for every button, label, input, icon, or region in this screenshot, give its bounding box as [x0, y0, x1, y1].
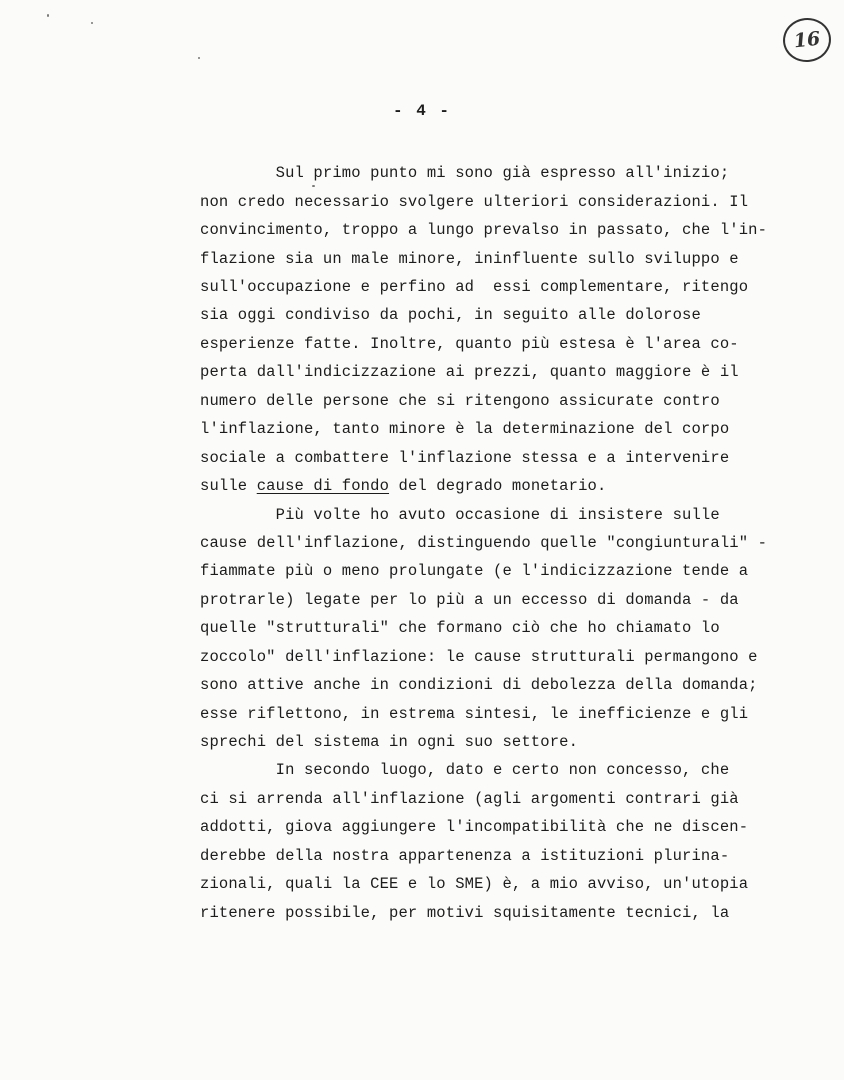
text-segment: sulle	[200, 477, 257, 495]
text-line: convincimento, troppo a lungo prevalso in passato, che l'in-	[200, 221, 768, 239]
text-line	[200, 476, 606, 496]
text-line: sull'occupazione e perfino ad essi complementare, ritengo	[200, 278, 749, 296]
text-line: ci si arrenda all'inflazione (agli argomenti contrari già	[200, 790, 739, 808]
text-line: quelle "strutturali" che formano ciò che ho chiamato lo	[200, 619, 720, 637]
text-line: perta dall'indicizzazione ai prezzi, quanto maggiore è il	[200, 363, 739, 381]
scan-speck	[312, 185, 315, 187]
text-line: numero delle persone che si ritengono assicurate contro	[200, 392, 720, 410]
text-line: protrarle) legate per lo più a un eccesso di domanda - da	[200, 591, 739, 609]
text-line: In secondo luogo, dato e certo non concesso, che	[200, 761, 730, 779]
page-number: - 4 -	[392, 102, 451, 120]
text-line: Sul primo punto mi sono già espresso all'inizio;	[200, 164, 730, 182]
text-line: l'inflazione, tanto minore è la determinazione del corpo	[200, 420, 730, 438]
text-line: ritenere possibile, per motivi squisitamente tecnici, la	[200, 904, 730, 922]
scan-speck	[198, 57, 200, 59]
text-line: cause dell'inflazione, distinguendo quelle "congiunturali" -	[200, 534, 768, 552]
text-line: non credo necessario svolgere ulteriori considerazioni. Il	[200, 193, 749, 211]
text-line: fiammate più o meno prolungate (e l'indicizzazione tende a	[200, 562, 749, 580]
underlined-phrase: cause di fondo	[256, 477, 390, 495]
text-line: sprechi del sistema in ogni suo settore.	[200, 733, 579, 751]
text-line: addotti, giova aggiungere l'incompatibilità che ne discen-	[200, 818, 749, 836]
scan-speck	[47, 14, 49, 17]
scan-speck	[91, 22, 93, 24]
text-line: esperienze fatte. Inoltre, quanto più estesa è l'area co-	[200, 335, 739, 353]
text-line: zoccolo" dell'inflazione: le cause strutturali permangono e	[200, 648, 758, 666]
text-line: zionali, quali la CEE e lo SME) è, a mio avviso, un'utopia	[200, 875, 749, 893]
text-line: sia oggi condiviso da pochi, in seguito alle dolorose	[200, 306, 701, 324]
text-line: esse riflettono, in estrema sintesi, le inefficienze e gli	[200, 705, 749, 723]
text-line: flazione sia un male minore, ininfluente sullo sviluppo e	[200, 250, 739, 268]
page-stamp: 16	[781, 16, 833, 65]
text-segment: del degrado monetario.	[389, 477, 607, 495]
text-line: sono attive anche in condizioni di debolezza della domanda;	[200, 676, 758, 694]
text-line: sociale a combattere l'inflazione stessa e a intervenire	[200, 449, 730, 467]
text-line: Più volte ho avuto occasione di insistere sulle	[200, 506, 720, 524]
text-line: derebbe della nostra appartenenza a istituzioni plurina-	[200, 847, 730, 865]
